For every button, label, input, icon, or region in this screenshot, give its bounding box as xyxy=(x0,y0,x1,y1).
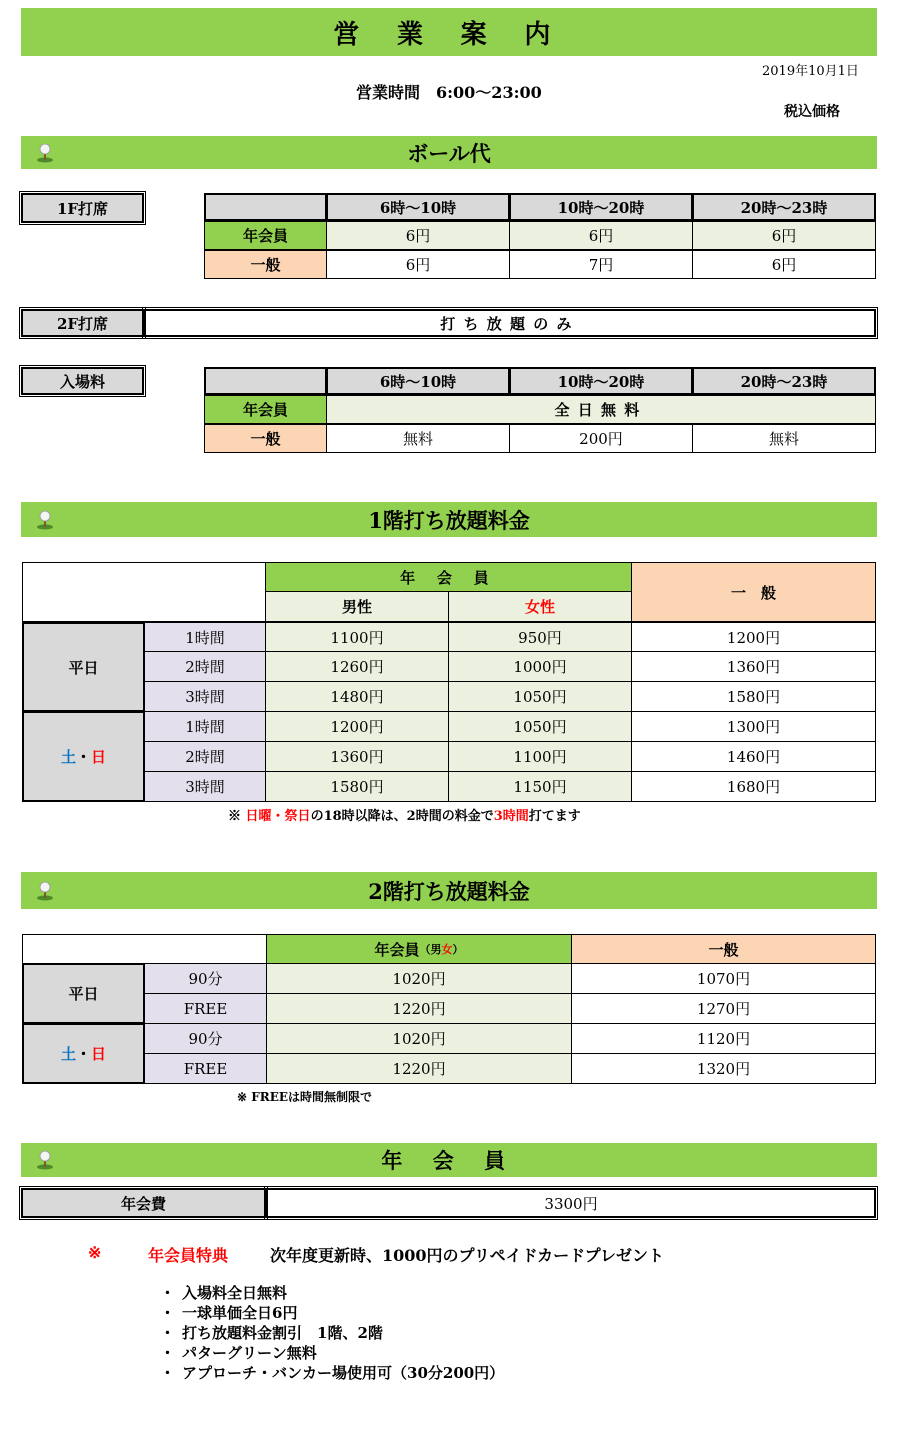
duration-cell: 3時間 xyxy=(144,771,266,802)
floor2-member-header xyxy=(266,934,572,964)
bullet: ・ xyxy=(160,1364,176,1382)
sunday-text: 日 xyxy=(91,1045,107,1063)
list-item xyxy=(160,1323,504,1343)
member-header: 年 会 員 xyxy=(265,562,632,592)
male-price: 1100円 xyxy=(265,622,449,652)
weekend-dot: ・ xyxy=(75,1045,91,1063)
golf-ball-icon xyxy=(35,510,55,530)
female-price: 1150円 xyxy=(448,771,632,802)
floor2-label: 2F打席 xyxy=(21,309,144,337)
annual-fee-label: 年会費 xyxy=(21,1188,266,1218)
duration-cell: FREE xyxy=(144,1053,267,1084)
list-item xyxy=(160,1363,504,1383)
entrance-label: 入場料 xyxy=(21,367,144,395)
benefit-title: 年会員特典 xyxy=(148,1246,229,1265)
benefit-text: 打ち放題料金割引 1階、2階 xyxy=(182,1324,383,1342)
saturday-text: 土 xyxy=(60,1045,76,1063)
sunday-text: 日 xyxy=(91,748,107,766)
business-hours: 営業時間 6:00〜23:00 xyxy=(356,83,542,102)
floor2-weekday-label: 平日 xyxy=(22,963,145,1024)
member-sub-female: 女 xyxy=(441,943,453,956)
golf-ball-icon xyxy=(35,1150,55,1170)
floor1-time-header: 10時〜20時 xyxy=(509,193,693,221)
floor1-general-price: 6円 xyxy=(326,250,510,279)
floor2-unlimited-blank-header xyxy=(22,934,267,964)
note-red-holidays: 日曜・祭日 xyxy=(245,809,311,824)
weekend-dot: ・ xyxy=(75,748,91,766)
date: 2019年10月1日 xyxy=(762,64,859,79)
female-price: 1050円 xyxy=(448,711,632,742)
floor1-member-price: 6円 xyxy=(692,221,876,250)
list-item xyxy=(160,1303,504,1323)
duration-cell: 1時間 xyxy=(144,711,266,742)
bullet: ・ xyxy=(160,1344,176,1362)
female-header: 女性 xyxy=(448,591,632,622)
member-price: 1220円 xyxy=(266,993,572,1024)
benefit-mark: ※ xyxy=(88,1243,102,1262)
duration-cell: 2時間 xyxy=(144,741,266,772)
annual-bar xyxy=(21,1143,877,1177)
general-price: 1360円 xyxy=(631,651,876,682)
entrance-general-price: 無料 xyxy=(692,424,876,453)
female-price: 1050円 xyxy=(448,681,632,712)
female-price: 1000円 xyxy=(448,651,632,682)
benefit-text: パターグリーン無料 xyxy=(182,1344,317,1362)
member-sub-close: ） xyxy=(452,943,464,956)
floor1-general-price: 6円 xyxy=(692,250,876,279)
annual-title: 年 会 員 xyxy=(381,1148,517,1173)
note-red-hours: 3時間 xyxy=(493,809,529,824)
entrance-time-header: 6時〜10時 xyxy=(326,367,510,395)
floor1-label: 1F打席 xyxy=(21,193,144,223)
floor1-blank-header xyxy=(204,193,327,221)
general-price: 1680円 xyxy=(631,771,876,802)
entrance-general-price: 無料 xyxy=(326,424,510,453)
male-header: 男性 xyxy=(265,591,449,622)
entrance-member-label: 年会員 xyxy=(204,395,327,424)
member-sub-open: （男 xyxy=(419,943,442,956)
male-price: 1200円 xyxy=(265,711,449,742)
floor2-general-header: 一般 xyxy=(571,934,876,964)
page-title-bar xyxy=(21,8,877,56)
floor1-unlimited-title: 1階打ち放題料金 xyxy=(368,507,530,533)
entrance-blank-header xyxy=(204,367,327,395)
male-price: 1260円 xyxy=(265,651,449,682)
floor1-member-price: 6円 xyxy=(509,221,693,250)
floor1-time-header: 20時〜23時 xyxy=(692,193,876,221)
floor2-unlimited-bar xyxy=(21,872,877,909)
benefit-list xyxy=(160,1283,504,1383)
female-price: 1100円 xyxy=(448,741,632,772)
floor2-unlimited-title: 2階打ち放題料金 xyxy=(368,878,530,904)
entrance-general-label: 一般 xyxy=(204,424,327,453)
floor1-unlimited-blank-header xyxy=(22,562,266,622)
floor2-note: ※ FREEは時間無制限で xyxy=(237,1090,373,1104)
floor2-weekend-label xyxy=(22,1023,145,1084)
weekend-label xyxy=(22,711,145,802)
benefit-text: 一球単価全日6円 xyxy=(182,1304,298,1322)
floor2-value: 打ち放題のみ xyxy=(144,309,876,337)
note-middle: の18時以降は、2時間の料金で xyxy=(310,809,494,824)
annual-fee-value: 3300円 xyxy=(266,1188,876,1218)
general-price: 1580円 xyxy=(631,681,876,712)
general-price: 1320円 xyxy=(571,1053,876,1084)
saturday-text: 土 xyxy=(60,748,76,766)
list-item xyxy=(160,1343,504,1363)
weekday-label: 平日 xyxy=(22,622,145,712)
benefit-text: アプローチ・バンカー場使用可（30分200円） xyxy=(182,1364,505,1382)
general-price: 1120円 xyxy=(571,1023,876,1054)
page-title: 営 業 案 内 xyxy=(333,19,565,50)
member-price: 1020円 xyxy=(266,1023,572,1054)
floor1-member-price: 6円 xyxy=(326,221,510,250)
general-price: 1300円 xyxy=(631,711,876,742)
general-price: 1270円 xyxy=(571,993,876,1024)
note-end: 打てます xyxy=(528,809,581,824)
entrance-time-header: 20時〜23時 xyxy=(692,367,876,395)
floor1-general-price: 7円 xyxy=(509,250,693,279)
note-mark: ※ xyxy=(228,809,242,824)
floor1-unlimited-bar xyxy=(21,502,877,537)
general-header: 一 般 xyxy=(631,562,876,622)
floor2-member-label: 年会員 xyxy=(374,940,420,959)
male-price: 1580円 xyxy=(265,771,449,802)
floor1-member-label: 年会員 xyxy=(204,221,327,250)
bullet: ・ xyxy=(160,1324,176,1342)
general-price: 1200円 xyxy=(631,622,876,652)
duration-cell: 2時間 xyxy=(144,651,266,682)
entrance-time-header: 10時〜20時 xyxy=(509,367,693,395)
ball-section-bar xyxy=(21,136,877,169)
duration-cell: 90分 xyxy=(144,963,267,994)
list-item xyxy=(160,1283,504,1303)
duration-cell: 3時間 xyxy=(144,681,266,712)
bullet: ・ xyxy=(160,1284,176,1302)
floor1-general-label: 一般 xyxy=(204,250,327,279)
male-price: 1360円 xyxy=(265,741,449,772)
ball-section-title: ボール代 xyxy=(407,140,491,166)
entrance-general-price: 200円 xyxy=(509,424,693,453)
floor1-time-header: 6時〜10時 xyxy=(326,193,510,221)
member-price: 1220円 xyxy=(266,1053,572,1084)
duration-cell: FREE xyxy=(144,993,267,1024)
female-price: 950円 xyxy=(448,622,632,652)
golf-ball-icon xyxy=(35,143,55,163)
member-price: 1020円 xyxy=(266,963,572,994)
golf-ball-icon xyxy=(35,881,55,901)
benefit-headline: 次年度更新時、1000円のプリペイドカードプレゼント xyxy=(270,1246,664,1265)
general-price: 1460円 xyxy=(631,741,876,772)
male-price: 1480円 xyxy=(265,681,449,712)
duration-cell: 1時間 xyxy=(144,622,266,652)
floor1-note xyxy=(228,805,581,824)
duration-cell: 90分 xyxy=(144,1023,267,1054)
bullet: ・ xyxy=(160,1304,176,1322)
entrance-member-value: 全日無料 xyxy=(326,395,876,424)
tax-note: 税込価格 xyxy=(784,104,840,120)
general-price: 1070円 xyxy=(571,963,876,994)
benefit-text: 入場料全日無料 xyxy=(182,1284,288,1302)
